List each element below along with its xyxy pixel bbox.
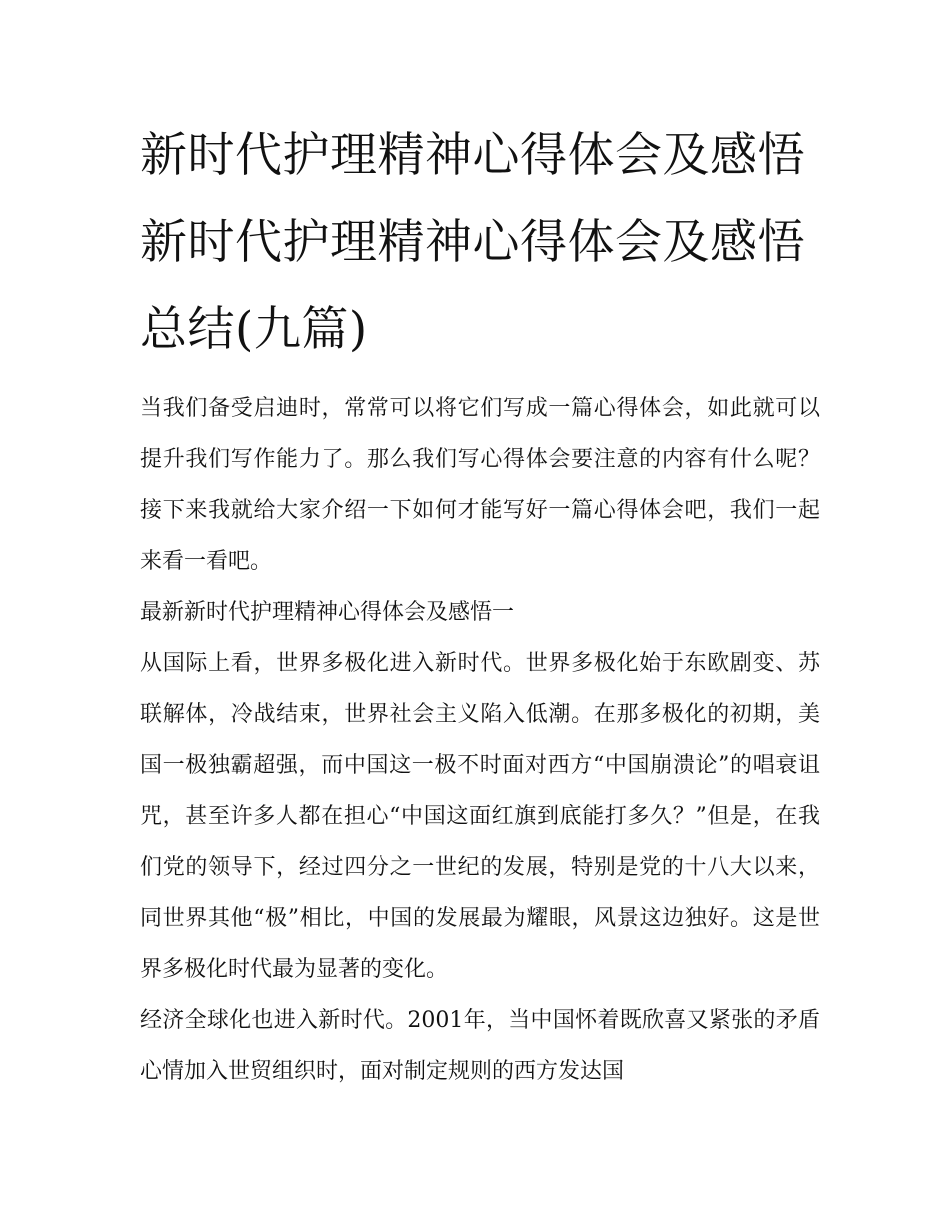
body-paragraph-1: 从国际上看，世界多极化进入新时代。世界多极化始于东欧剧变、苏联解体，冷战结束，世界社会主义陷入低潮。在那多极化的初期，美国一极独霸超强，而中国这一极不时面对西方“中国崩溃论”的唱衰诅咒，甚至许多人都在担心“中国这面红旗到底能打多久？”但是，在我们党的领导下，经过四分之一世纪的发展，特别是党的十八大以来，同世界其他“极”相比，中国的发展最为耀眼，风景这边独好。这是世界多极化时代最为显著的变化。	[140, 651, 820, 982]
document-body	[140, 112, 820, 1097]
body-paragraph-2: 经济全球化也进入新时代。2001年，当中国怀着既欣喜又紧张的矛盾心情加入世贸组织时，面对制定规则的西方发达国	[140, 1008, 820, 1084]
intro-paragraph: 当我们备受启迪时，常常可以将它们写成一篇心得体会，如此就可以提升我们写作能力了。那么我们写心得体会要注意的内容有什么呢？接下来我就给大家介绍一下如何才能写好一篇心得体会吧，我们一起来看一看吧。	[140, 396, 820, 574]
section-heading: 最新新时代护理精神心得体会及感悟一	[140, 600, 515, 625]
document-title: 新时代护理精神心得体会及感悟 新时代护理精神心得体会及感悟总结(九篇)	[140, 128, 805, 357]
